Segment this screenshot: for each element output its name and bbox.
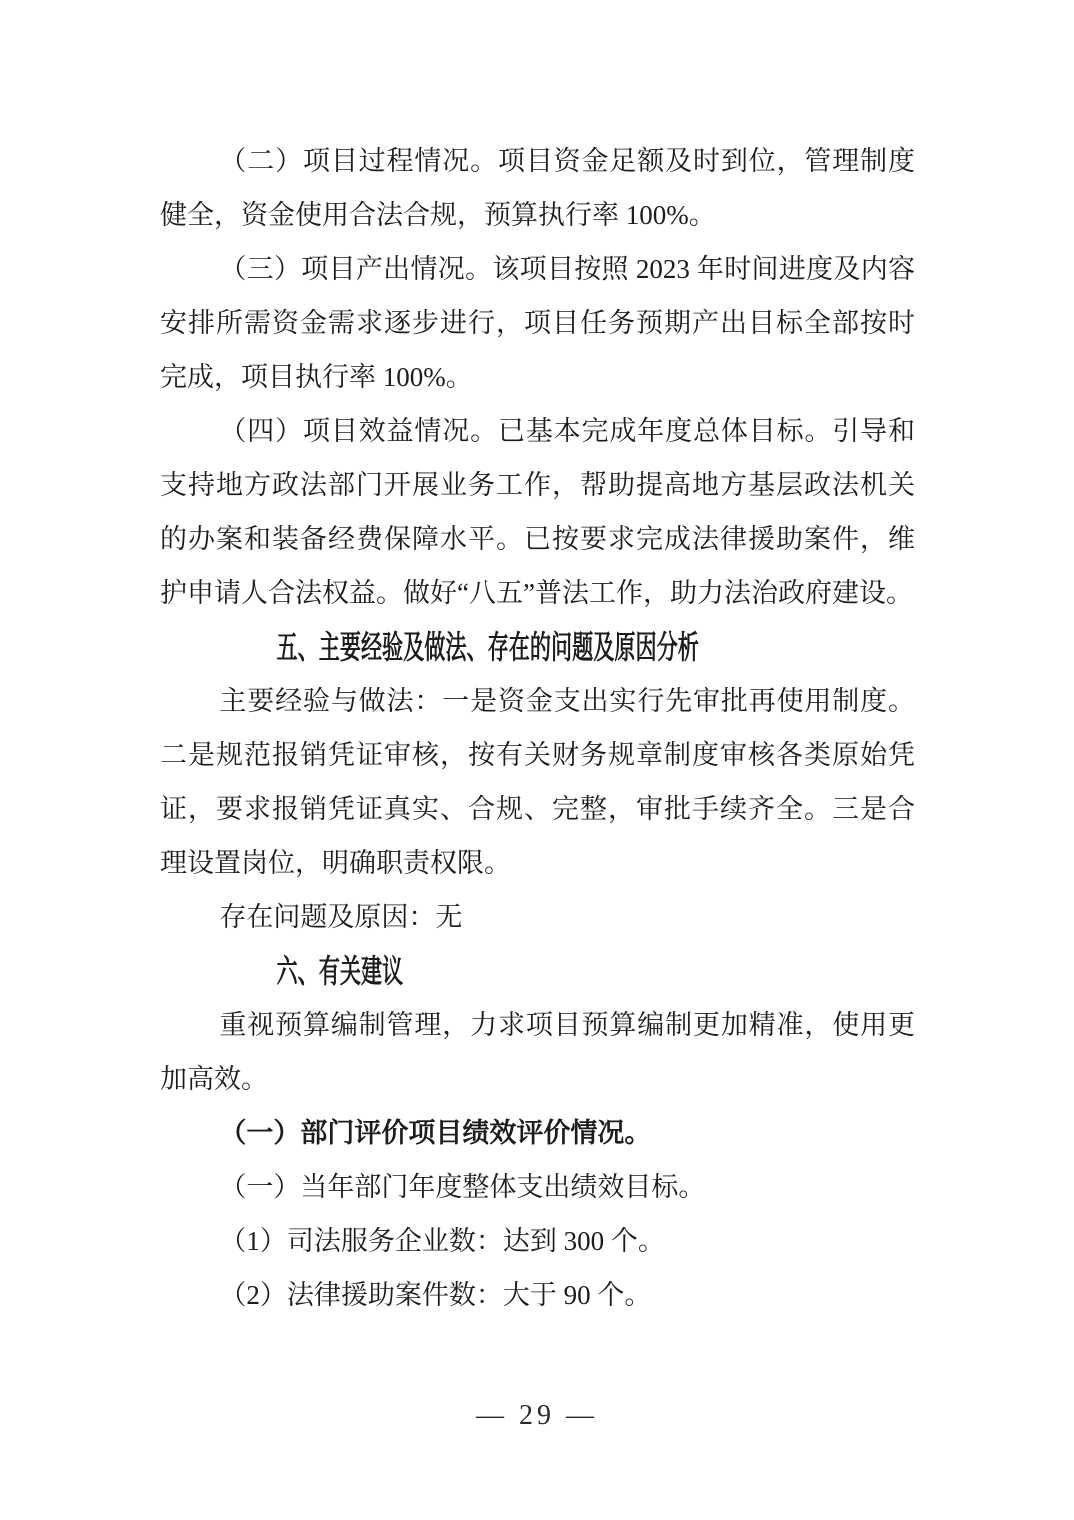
paragraph-text: 五、主要经验及做法、存在的问题及原因分析 bbox=[276, 629, 700, 665]
paragraph bbox=[160, 134, 915, 242]
paragraph bbox=[160, 1160, 915, 1214]
paragraph bbox=[160, 998, 915, 1106]
paragraph-text: 主要经验与做法：一是资金支出实行先审批再使用制度。二是规范报销凭证审核，按有关财务规章制度审核各类原始凭证，要求报销凭证真实、合规、完整，审批手续齐全。三是合理设置岗位，明确职责权限。 bbox=[160, 686, 915, 878]
paragraph-text: （一）部门评价项目绩效评价情况。 bbox=[219, 1118, 652, 1148]
sub-heading bbox=[160, 1106, 915, 1160]
paragraph-text: （1）司法服务企业数：达到 300 个。 bbox=[219, 1226, 665, 1256]
paragraph-text: （2）法律援助案件数：大于 90 个。 bbox=[219, 1280, 652, 1310]
paragraph bbox=[160, 404, 915, 620]
paragraph bbox=[160, 1214, 915, 1268]
section-heading bbox=[160, 620, 915, 674]
paragraph bbox=[160, 890, 915, 944]
page-footer bbox=[0, 1400, 1074, 1432]
paragraph-text: （二）项目过程情况。项目资金足额及时到位，管理制度健全，资金使用合法合规，预算执行率 100%。 bbox=[160, 146, 915, 230]
paragraph-text: 重视预算编制管理，力求项目预算编制更加精准，使用更加高效。 bbox=[160, 1010, 915, 1094]
page-number: — 29 — bbox=[476, 1400, 598, 1431]
paragraph-text: （四）项目效益情况。已基本完成年度总体目标。引导和支持地方政法部门开展业务工作，帮助提高地方基层政法机关的办案和装备经费保障水平。已按要求完成法律援助案件，维护申请人合法权益。做好“八五”普法工作，助力法治政府建设。 bbox=[160, 416, 915, 608]
paragraph-text: （一）当年部门年度整体支出绩效目标。 bbox=[219, 1172, 706, 1202]
paragraph bbox=[160, 1268, 915, 1322]
paragraph-text: 存在问题及原因：无 bbox=[219, 902, 463, 932]
section-heading bbox=[160, 944, 915, 998]
paragraph-text: （三）项目产出情况。该项目按照 2023 年时间进度及内容安排所需资金需求逐步进行，项目任务预期产出目标全部按时完成，项目执行率 100%。 bbox=[160, 254, 915, 392]
paragraph bbox=[160, 674, 915, 890]
paragraph-text: 六、有关建议 bbox=[276, 953, 404, 989]
document-body bbox=[160, 134, 915, 1322]
paragraph bbox=[160, 242, 915, 404]
